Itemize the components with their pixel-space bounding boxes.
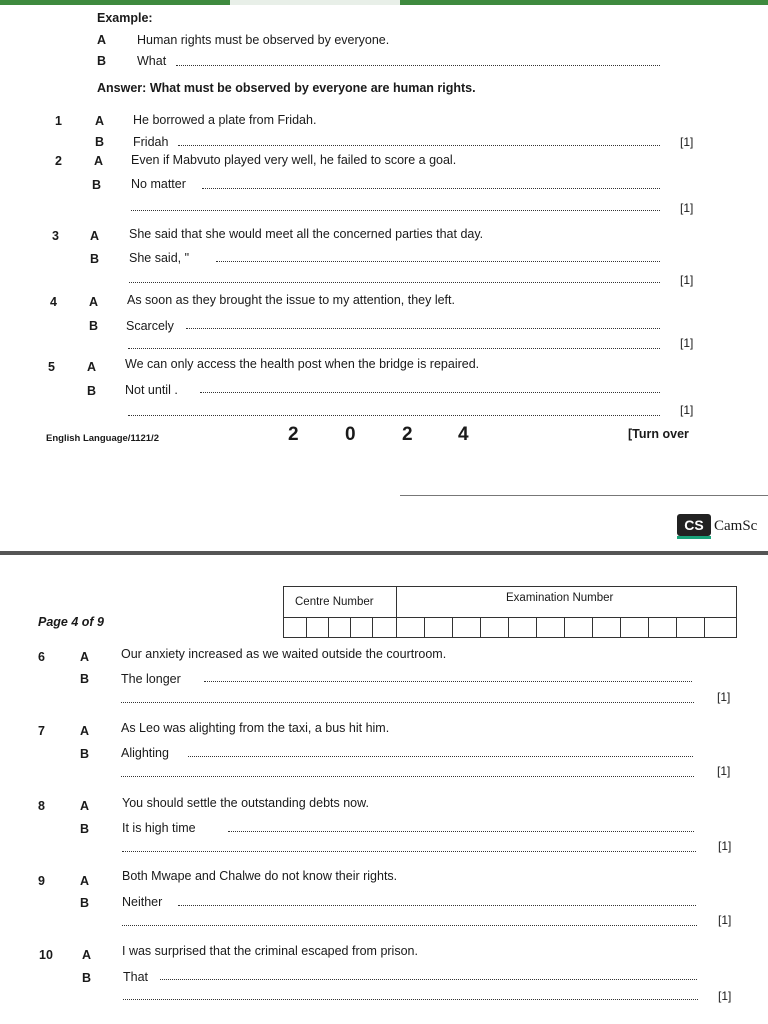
- grid-header-rule: [284, 617, 736, 618]
- sentence-b-prompt: Neither: [122, 895, 163, 909]
- sentence-a-text: As soon as they brought the issue to my attention, they left.: [127, 293, 455, 307]
- answer-line[interactable]: [121, 776, 694, 777]
- scan-top-bar-gap: [230, 0, 400, 5]
- grid-cell[interactable]: [536, 617, 537, 637]
- example-answer-line: [176, 65, 660, 66]
- grid-divider: [396, 587, 397, 637]
- answer-line[interactable]: [160, 979, 697, 980]
- camscanner-name: CamSc: [714, 518, 758, 534]
- example-b-label: B: [97, 54, 107, 68]
- sentence-a-label: A: [87, 360, 97, 374]
- sentence-b-label: B: [89, 319, 99, 333]
- sentence-a-label: A: [94, 154, 104, 168]
- sentence-a-label: A: [80, 874, 90, 888]
- grid-cell[interactable]: [480, 617, 481, 637]
- answer-text: What must be observed by everyone are human rights.: [149, 81, 476, 95]
- answer-line[interactable]: [204, 681, 692, 682]
- sentence-a-text: Both Mwape and Chalwe do not know their rights.: [122, 869, 398, 883]
- mark-allocation: [1]: [717, 690, 731, 704]
- grid-cell[interactable]: [372, 617, 373, 637]
- sentence-b-prompt: The longer: [121, 672, 181, 686]
- sentence-b-label: B: [95, 135, 105, 149]
- answer-line[interactable]: [123, 999, 698, 1000]
- year-digit: 2: [288, 424, 299, 445]
- sentence-b-prompt: She said, ": [129, 251, 190, 265]
- example-heading: Example:: [97, 11, 153, 25]
- sentence-b-label: B: [92, 178, 102, 192]
- mark-allocation: [1]: [718, 989, 732, 1003]
- example-a-label: A: [97, 33, 107, 47]
- mark-allocation: [1]: [718, 913, 732, 927]
- sentence-b-label: B: [80, 747, 90, 761]
- question-number: 1: [55, 114, 62, 128]
- sentence-a-label: A: [80, 650, 90, 664]
- mark-allocation: [1]: [680, 403, 694, 417]
- grid-cell[interactable]: [564, 617, 565, 637]
- mark-allocation: [1]: [680, 336, 694, 350]
- mark-allocation: [1]: [680, 201, 694, 215]
- grid-cell[interactable]: [452, 617, 453, 637]
- scan-edge-line: [400, 495, 768, 496]
- answer-line[interactable]: [178, 145, 660, 146]
- grid-cell[interactable]: [508, 617, 509, 637]
- grid-cell[interactable]: [328, 617, 329, 637]
- sentence-a-label: A: [89, 295, 99, 309]
- grid-cell[interactable]: [424, 617, 425, 637]
- sentence-a-text: He borrowed a plate from Fridah.: [133, 113, 317, 127]
- answer-line[interactable]: [131, 210, 660, 211]
- sentence-a-label: A: [95, 114, 105, 128]
- mark-allocation: [1]: [717, 764, 731, 778]
- sentence-a-text: You should settle the outstanding debts now.: [122, 796, 369, 810]
- mark-allocation: [1]: [680, 135, 694, 149]
- sentence-b-prompt: Alighting: [121, 746, 169, 760]
- sentence-a-text: She said that she would meet all the concerned parties that day.: [129, 227, 484, 241]
- answer-line[interactable]: [128, 415, 660, 416]
- answer-line[interactable]: [228, 831, 694, 832]
- grid-cell[interactable]: [306, 617, 307, 637]
- answer-line[interactable]: [178, 905, 696, 906]
- sentence-a-text: I was surprised that the criminal escaped from prison.: [122, 944, 418, 958]
- sentence-a-label: A: [80, 724, 90, 738]
- year-digit: 0: [345, 424, 356, 445]
- answer-line[interactable]: [186, 328, 660, 329]
- sentence-b-label: B: [80, 672, 90, 686]
- year-digit: 2: [402, 424, 413, 445]
- answer-line[interactable]: [202, 188, 660, 189]
- example-b-text: What: [137, 54, 167, 68]
- question-number: 4: [50, 295, 57, 309]
- answer-line[interactable]: [200, 392, 660, 393]
- sentence-b-prompt: Not until .: [125, 383, 178, 397]
- grid-cell[interactable]: [676, 617, 677, 637]
- camscanner-logo-underline: [677, 536, 711, 539]
- sentence-a-text: As Leo was alighting from the taxi, a bus hit him.: [121, 721, 390, 735]
- sentence-a-text: Even if Mabvuto played very well, he failed to score a goal.: [131, 153, 457, 167]
- sentence-b-label: B: [82, 971, 92, 985]
- grid-cell[interactable]: [592, 617, 593, 637]
- question-number: 10: [39, 948, 53, 962]
- answer-line[interactable]: [188, 756, 693, 757]
- sentence-a-label: A: [90, 229, 100, 243]
- examination-number-label: Examination Number: [506, 592, 614, 604]
- question-number: 3: [52, 229, 59, 243]
- question-number: 8: [38, 799, 45, 813]
- candidate-number-grid: [283, 586, 737, 638]
- example-answer: [97, 81, 476, 95]
- sentence-b-label: B: [80, 896, 90, 910]
- question-number: 7: [38, 724, 45, 738]
- sentence-b-prompt: It is high time: [122, 821, 196, 835]
- page-separator: [0, 551, 768, 555]
- sentence-b-prompt: Fridah: [133, 135, 169, 149]
- sentence-b-prompt: Scarcely: [126, 319, 174, 333]
- grid-cell[interactable]: [648, 617, 649, 637]
- answer-line[interactable]: [122, 851, 696, 852]
- sentence-a-label: A: [82, 948, 92, 962]
- example-a-text: Human rights must be observed by everyone.: [137, 33, 390, 47]
- question-number: 5: [48, 360, 55, 374]
- paper-code: English Language/1121/2: [46, 433, 159, 444]
- answer-line[interactable]: [128, 348, 660, 349]
- sentence-a-label: A: [80, 799, 90, 813]
- camscanner-logo: CS: [677, 514, 711, 536]
- sentence-a-text: We can only access the health post when the bridge is repaired.: [125, 357, 480, 371]
- answer-line[interactable]: [216, 261, 660, 262]
- year-digit: 4: [458, 424, 469, 445]
- sentence-b-prompt: That: [123, 970, 149, 984]
- question-number: 6: [38, 650, 45, 664]
- sentence-b-prompt: No matter: [131, 177, 186, 191]
- mark-allocation: [1]: [718, 839, 732, 853]
- grid-cell[interactable]: [350, 617, 351, 637]
- sentence-b-label: B: [80, 822, 90, 836]
- question-number: 9: [38, 874, 45, 888]
- sentence-a-text: Our anxiety increased as we waited outside the courtroom.: [121, 647, 447, 661]
- sentence-b-label: B: [90, 252, 100, 266]
- sentence-b-label: B: [87, 384, 97, 398]
- turn-over: [Turn over: [628, 427, 689, 441]
- question-number: 2: [55, 154, 62, 168]
- mark-allocation: [1]: [680, 273, 694, 287]
- page-number: Page 4 of 9: [38, 615, 104, 629]
- answer-line[interactable]: [121, 702, 694, 703]
- centre-number-label: Centre Number: [295, 596, 374, 608]
- answer-line[interactable]: [122, 925, 697, 926]
- answer-label: Answer:: [97, 81, 147, 95]
- answer-line[interactable]: [129, 282, 660, 283]
- grid-cell[interactable]: [620, 617, 621, 637]
- grid-cell[interactable]: [704, 617, 705, 637]
